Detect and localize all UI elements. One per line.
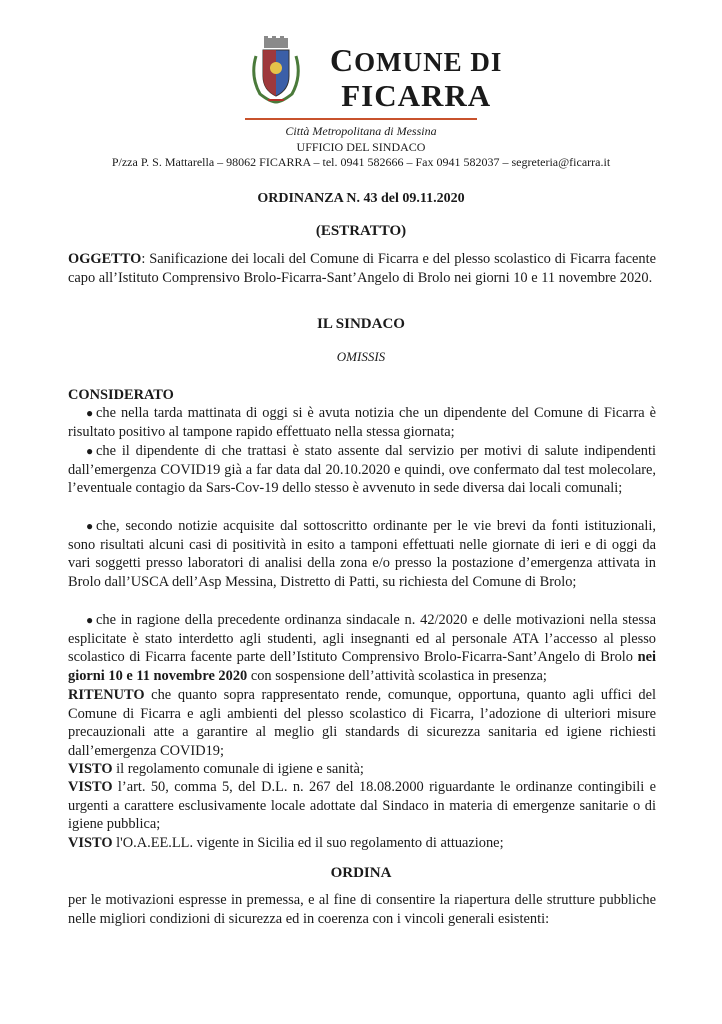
mayor-office: UFFICIO DEL SINDACO (296, 140, 426, 154)
omissis-label: OMISSIS (336, 349, 386, 364)
subject-label: OGGETTO (68, 251, 142, 267)
list-item: ● che, secondo notizie acquisite dal sottoscritto ordinante per le vie brevi da fonti istituzionali, sono risultati alcuni casi di positività in esito a tamponi effettuati nelle giornate di ieri e di oggi da vari soggetti presso laboratori di analisi della zona e/o presso la postazione d’emergenza attivata in Brolo dall’USCA dell’Asp Messina, Distretto di Patti, su richiesta del Comune di Brolo; (68, 518, 656, 590)
visto-paragraph: VISTO il regolamento comunale di igiene e sanità; (68, 761, 364, 777)
coat-of-arms-icon (248, 36, 304, 108)
contact-address: P/zza P. S. Mattarella – 98062 FICARRA – tel. 0941 582666 – Fax 0941 582037 – segreteria@ficarra.it (111, 155, 611, 169)
bullet-icon: ● (86, 406, 94, 420)
mayor-heading: IL SINDACO (317, 316, 405, 332)
subject-paragraph: OGGETTO: Sanificazione dei locali del Comune di Ficarra e del plesso scolastico di Ficarra facente capo all’Istituto Comprensivo Brolo-Ficarra-Sant’Angelo di Brolo nei giorni 10 e 11 novembre 2020. (68, 251, 656, 286)
considerato-heading: CONSIDERATO (68, 387, 174, 403)
list-item: ● che nella tarda mattinata di oggi si è avuta notizia che un dipendente del Comune di Ficarra è risultato positivo al tampone rapido effettuato nella stessa giornata; (68, 405, 656, 440)
metropolitan-city: Città Metropolitana di Messina (285, 124, 437, 138)
bullet-icon: ● (86, 519, 94, 533)
bullet-icon: ● (86, 444, 94, 458)
list-item: ● che il dipendente di che trattasi è stato assente dal servizio per motivi di salute indipendenti dall’emergenza COVID19 già a far data dal 20.10.2020 e quindi, ove confermato dal test molecolare, l’eventuale contagio da Sars-Cov-19 dello stesso è avvenuto in sede diversa dai locali comunali; (68, 443, 656, 496)
municipality-title: COMUNE DI FICARRA (330, 42, 503, 113)
ordina-heading: ORDINA (330, 865, 392, 881)
ritenuto-paragraph: RITENUTO che quanto sopra rappresentato rende, comunque, opportuna, quanto agli uffici del Comune di Ficarra e agli ambienti del plesso scolastico di Ficarra, l’adozione di ulteriori misure precauzionali atte a garantire al meglio gli standards di sicurezza sanitaria ed igiene richiesti dall’emergenza COVID19; (68, 687, 656, 759)
header-divider (245, 118, 477, 120)
list-item: ● che in ragione della precedente ordinanza sindacale n. 42/2020 e delle motivazioni nella stessa esplicitate è stato interdetto agli studenti, agli insegnanti ed al personale ATA l’accesso al plesso scolastico di Ficarra facente parte dell’Istituto Comprensivo Brolo-Ficarra-Sant’Angelo di Brolo nei giorni 10 e 11 novembre 2020 con sospensione dell’attività scolastica in presenza; (68, 612, 656, 684)
extract-label: (ESTRATTO) (315, 223, 407, 239)
visto-paragraph: VISTO l’art. 50, comma 5, del D.L. n. 267 del 18.08.2000 riguardante le ordinanze contingibili e urgenti a carattere esclusivamente locale adottate dal Sindaco in materia di emergenze sanitarie o di igiene pubblica; (68, 779, 656, 832)
bullet-icon: ● (86, 613, 94, 627)
final-paragraph: per le motivazioni espresse in premessa, e al fine di consentire la riapertura delle strutture pubbliche nelle migliori condizioni di sicurezza ed in coerenza con i vincoli generali esistenti: (68, 892, 656, 927)
ordinance-number: ORDINANZA N. 43 del 09.11.2020 (257, 191, 465, 206)
visto-paragraph: VISTO l'O.A.EE.LL. vigente in Sicilia ed il suo regolamento di attuazione; (68, 835, 504, 851)
